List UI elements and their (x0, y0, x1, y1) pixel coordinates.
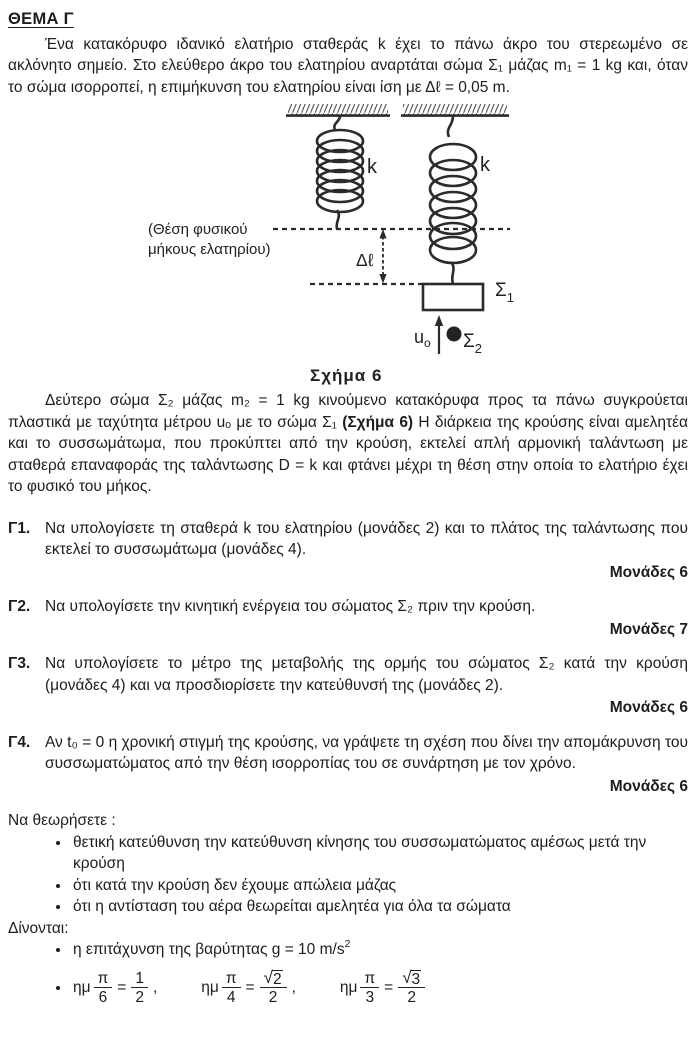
fraction: √ 2 2 (260, 970, 287, 1006)
natural-length-label: (Θέση φυσικού (148, 221, 248, 238)
velocity-label: $u_o$ (414, 327, 431, 350)
question-points: Μονάδες 7 (609, 620, 688, 638)
question-label: Γ1. (8, 519, 31, 537)
assumption-item: • θετική κατεύθυνση την κατεύθυνση κίνησης του συσσωματώματος αμέσως μετά την κρούση (71, 832, 688, 875)
question-g4 (8, 732, 688, 775)
fraction: $\frac{1}{2}$ (131, 970, 148, 1006)
question-g3 (8, 653, 688, 696)
sqrt-expression: √ 2 (260, 970, 287, 988)
question-g2 (8, 596, 688, 618)
natural-length-label-line2: μήκους ελατηρίου) (148, 241, 271, 258)
radical-sign: √ (402, 967, 412, 987)
ceiling-left (286, 104, 390, 116)
trig-identity-3: ημ $\frac{\pi}{3}$ = √ 3 2 (340, 970, 428, 1006)
block-sigma1 (423, 284, 483, 310)
velocity-arrow (435, 315, 443, 354)
delta-l-dimension (379, 229, 386, 284)
figure-caption: Σχήμα 6 (310, 366, 383, 385)
figure-reference: (Σχήμα 6) (342, 413, 414, 431)
spring-constant-label-left: k (367, 156, 377, 178)
fraction: √ 3 2 (398, 970, 425, 1006)
givens-list (8, 939, 688, 1011)
trig-identities (73, 965, 688, 1011)
fraction: $\frac{\pi}{6}$ (94, 970, 113, 1006)
question-text: Να υπολογίσετε το μέτρο της μεταβολής της ορμής του σώματος Σ₂ κατά την κρούση (μονάδες 4) και να προσδιορίσετε την κατεύθυνσή της (μονάδες 2). (45, 655, 688, 694)
question-label: Γ4. (8, 733, 31, 751)
question-g1 (8, 518, 688, 561)
question-text: Να υπολογίσετε τη σταθερά k του ελατηρίου (μονάδες 2) και το πλάτος της ταλάντωσης που εκτελεί το συσσωμάτωμα (μονάδες 4). (45, 519, 688, 558)
assumption-item: • ότι η αντίσταση του αέρα θεωρείται αμελητέα για όλα τα σώματα (71, 896, 688, 918)
body1-label: $\Sigma_1$ (495, 280, 514, 305)
intro-paragraph: Ένα κατακόρυφο ιδανικό ελατήριο σταθεράς k έχει το πάνω άκρο του στερεωμένο σε ακλόνητο σημείο. Στο ελεύθερο άκρο του ελατηρίου αναρτάται σώμα Σ₁ μάζας m₁ = 1 kg και, όταν το σώμα ισορροπεί, η επιμήκυνση του ελατηρίου είναι ίση με Δℓ = 0,05 m. (8, 35, 688, 96)
question-label: Γ2. (8, 598, 31, 615)
question-text: Να υπολογίσετε την κινητική ενέργεια του σώματος Σ₂ πριν την κρούση. (45, 598, 536, 615)
trig-identity-1: • ημ $\frac{\pi}{6}$ = $\frac{1}{2}$ , (73, 969, 158, 1006)
exponent: 2 (344, 937, 351, 950)
fraction: $\frac{\pi}{3}$ (360, 970, 379, 1006)
body2-label: $\Sigma_2$ (463, 331, 482, 356)
ball-sigma2 (447, 327, 462, 342)
trig-given (71, 965, 688, 1011)
trig-identity-2: ημ $\frac{\pi}{4}$ = √ 2 2 , (201, 967, 296, 1006)
gravity-given: • η επιτάχυνση της βαρύτητας g = 10 $m/s^2$ (71, 939, 688, 961)
question-label: Γ3. (8, 655, 31, 672)
questions-section (8, 518, 688, 798)
sqrt-expression: √ 3 (398, 970, 425, 988)
page-title: ΘΕΜΑ Γ (8, 10, 74, 28)
right-spring (430, 116, 476, 284)
assumptions-heading: Να θεωρήσετε : (8, 812, 116, 829)
assumptions-list (8, 832, 688, 918)
delta-l-label: Δℓ (356, 250, 374, 270)
figure-6 (8, 98, 688, 390)
left-spring (317, 116, 363, 229)
question-points: Μονάδες 6 (609, 563, 688, 581)
fraction: $\frac{\pi}{4}$ (222, 970, 241, 1006)
radical-sign: √ (263, 967, 273, 987)
question-points: Μονάδες 6 (609, 699, 688, 716)
givens-heading: Δίνονται: (8, 919, 69, 937)
question-points: Μονάδες 6 (609, 777, 688, 795)
ceiling-right (401, 104, 509, 116)
spring-diagram (120, 98, 690, 390)
description-paragraph: Δεύτερο σώμα Σ₂ μάζας m₂ = 1 kg κινούμενο κατακόρυφα προς τα πάνω συγκρούεται πλαστικά με ταχύτητα μέτρου uₒ με το σώμα Σ₁ (Σχήμα 6) Η διάρκεια της κρούσης είναι αμελητέα και το συσσωμάτωμα, που προκύπτει από την κρούση, εκτελεί απλή αρμονική ταλάντωση με σταθερά επαναφοράς της ταλάντωσης D = k και φτάνει μέχρι τη θέση στην οποία το ελατήριο έχει το φυσικό του μήκος. (8, 392, 688, 495)
spring-constant-label-right: k (480, 154, 490, 176)
question-text: Αν t₀ = 0 η χρονική στιγμή της κρούσης, να γράψετε τη σχέση που δίνει την απομάκρυνση του συσσωματώματος από την θέση ισορροπίας του σε συνάρτηση με τον χρόνο. (45, 733, 688, 772)
assumption-item: • ότι κατά την κρούση δεν έχουμε απώλεια μάζας (71, 875, 688, 897)
